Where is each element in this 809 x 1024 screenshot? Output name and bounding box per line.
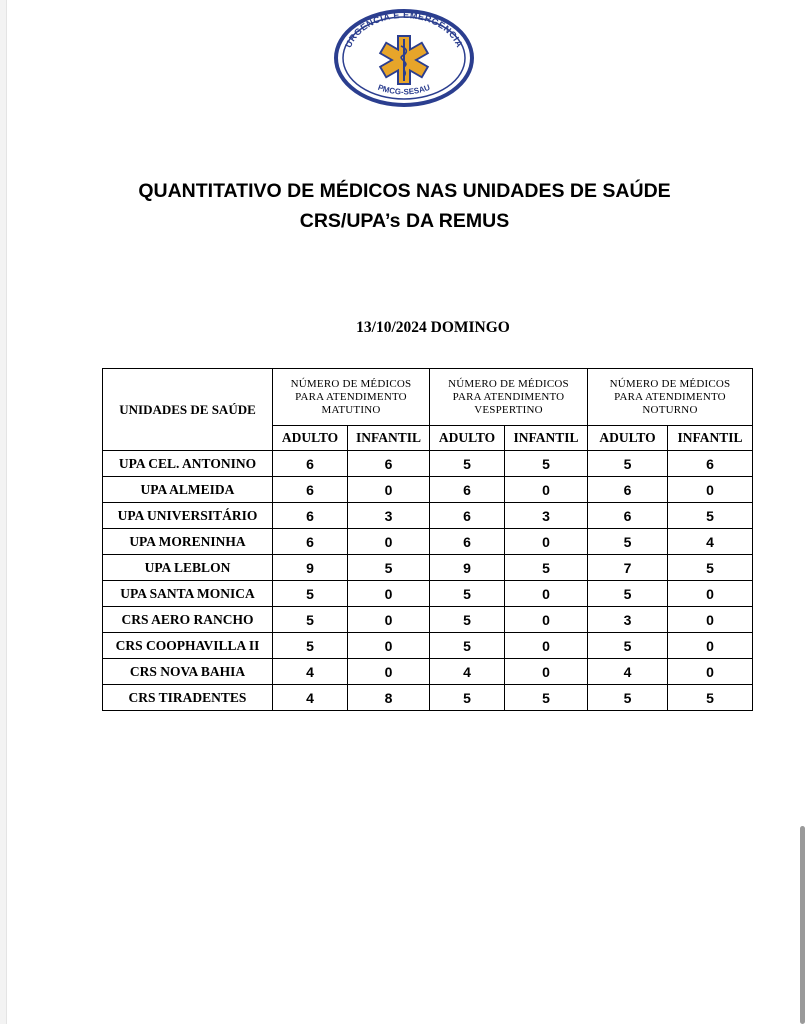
unit-name-cell: UPA ALMEIDA xyxy=(103,477,273,503)
morning-shift-header: NÚMERO DE MÉDICOS PARA ATENDIMENTO MATUTINO xyxy=(273,369,430,426)
sub-header-adult: ADULTO xyxy=(273,426,348,451)
value-cell: 5 xyxy=(430,607,505,633)
value-cell: 5 xyxy=(430,685,505,711)
value-cell: 6 xyxy=(430,503,505,529)
value-cell: 4 xyxy=(668,529,753,555)
table-row xyxy=(103,477,753,503)
value-cell: 3 xyxy=(505,503,588,529)
value-cell: 5 xyxy=(588,633,668,659)
value-cell: 5 xyxy=(588,451,668,477)
value-cell: 0 xyxy=(668,581,753,607)
value-cell: 7 xyxy=(588,555,668,581)
sub-header-adult: ADULTO xyxy=(430,426,505,451)
value-cell: 4 xyxy=(430,659,505,685)
value-cell: 4 xyxy=(588,659,668,685)
unit-name-cell: UPA UNIVERSITÁRIO xyxy=(103,503,273,529)
value-cell: 5 xyxy=(430,451,505,477)
document-title-line-1: QUANTITATIVO DE MÉDICOS NAS UNIDADES DE SAÚDE xyxy=(138,180,671,202)
logo-bottom-text: PMCG-SESAU xyxy=(376,82,432,97)
value-cell: 5 xyxy=(430,633,505,659)
value-cell: 5 xyxy=(668,555,753,581)
table-row xyxy=(103,581,753,607)
physicians-table xyxy=(102,368,753,711)
value-cell: 0 xyxy=(505,581,588,607)
value-cell: 5 xyxy=(348,555,430,581)
unit-column-header: UNIDADES DE SAÚDE xyxy=(103,369,273,451)
unit-name-cell: UPA CEL. ANTONINO xyxy=(103,451,273,477)
unit-name-cell: UPA SANTA MONICA xyxy=(103,581,273,607)
unit-name-cell: UPA MORENINHA xyxy=(103,529,273,555)
value-cell: 5 xyxy=(588,581,668,607)
value-cell: 0 xyxy=(505,633,588,659)
value-cell: 0 xyxy=(348,659,430,685)
value-cell: 6 xyxy=(273,503,348,529)
table-row xyxy=(103,607,753,633)
value-cell: 0 xyxy=(505,607,588,633)
table-row xyxy=(103,529,753,555)
value-cell: 5 xyxy=(505,685,588,711)
value-cell: 0 xyxy=(348,477,430,503)
night-shift-header: NÚMERO DE MÉDICOS PARA ATENDIMENTO NOTURNO xyxy=(588,369,753,426)
value-cell: 5 xyxy=(668,503,753,529)
value-cell: 6 xyxy=(668,451,753,477)
logo-top-text: URGÊNCIA E EMERGÊNCIA xyxy=(343,9,465,50)
unit-name-cell: CRS NOVA BAHIA xyxy=(103,659,273,685)
value-cell: 6 xyxy=(273,529,348,555)
value-cell: 3 xyxy=(348,503,430,529)
value-cell: 0 xyxy=(505,529,588,555)
value-cell: 0 xyxy=(668,607,753,633)
value-cell: 3 xyxy=(588,607,668,633)
sub-header-adult: ADULTO xyxy=(588,426,668,451)
emergency-logo xyxy=(333,8,475,108)
value-cell: 6 xyxy=(273,451,348,477)
afternoon-shift-header: NÚMERO DE MÉDICOS PARA ATENDIMENTO VESPERTINO xyxy=(430,369,588,426)
value-cell: 0 xyxy=(348,633,430,659)
value-cell: 0 xyxy=(348,607,430,633)
table-row xyxy=(103,555,753,581)
scrollbar[interactable] xyxy=(800,826,805,1024)
sub-header-child: INFANTIL xyxy=(668,426,753,451)
value-cell: 5 xyxy=(588,685,668,711)
value-cell: 5 xyxy=(273,633,348,659)
value-cell: 0 xyxy=(505,477,588,503)
value-cell: 5 xyxy=(668,685,753,711)
value-cell: 5 xyxy=(588,529,668,555)
date-label: 13/10/2024 DOMINGO xyxy=(356,319,510,336)
table-row xyxy=(103,451,753,477)
unit-name-cell: UPA LEBLON xyxy=(103,555,273,581)
value-cell: 9 xyxy=(273,555,348,581)
group-header-row xyxy=(103,369,753,426)
value-cell: 6 xyxy=(273,477,348,503)
value-cell: 0 xyxy=(668,633,753,659)
page-edge xyxy=(0,0,7,1024)
unit-name-cell: CRS AERO RANCHO xyxy=(103,607,273,633)
table-row xyxy=(103,503,753,529)
value-cell: 5 xyxy=(273,607,348,633)
value-cell: 5 xyxy=(430,581,505,607)
value-cell: 0 xyxy=(668,477,753,503)
value-cell: 0 xyxy=(348,581,430,607)
value-cell: 0 xyxy=(348,529,430,555)
unit-name-cell: CRS TIRADENTES xyxy=(103,685,273,711)
table-row xyxy=(103,659,753,685)
value-cell: 0 xyxy=(668,659,753,685)
sub-header-child: INFANTIL xyxy=(348,426,430,451)
value-cell: 6 xyxy=(588,503,668,529)
value-cell: 5 xyxy=(273,581,348,607)
table-row xyxy=(103,633,753,659)
table-row xyxy=(103,685,753,711)
value-cell: 6 xyxy=(430,529,505,555)
sub-header-child: INFANTIL xyxy=(505,426,588,451)
value-cell: 6 xyxy=(430,477,505,503)
value-cell: 6 xyxy=(588,477,668,503)
value-cell: 0 xyxy=(505,659,588,685)
unit-name-cell: CRS COOPHAVILLA II xyxy=(103,633,273,659)
value-cell: 8 xyxy=(348,685,430,711)
value-cell: 5 xyxy=(505,555,588,581)
document-title-line-2: CRS/UPA’s DA REMUS xyxy=(299,210,510,232)
value-cell: 4 xyxy=(273,685,348,711)
value-cell: 9 xyxy=(430,555,505,581)
value-cell: 6 xyxy=(348,451,430,477)
value-cell: 5 xyxy=(505,451,588,477)
value-cell: 4 xyxy=(273,659,348,685)
